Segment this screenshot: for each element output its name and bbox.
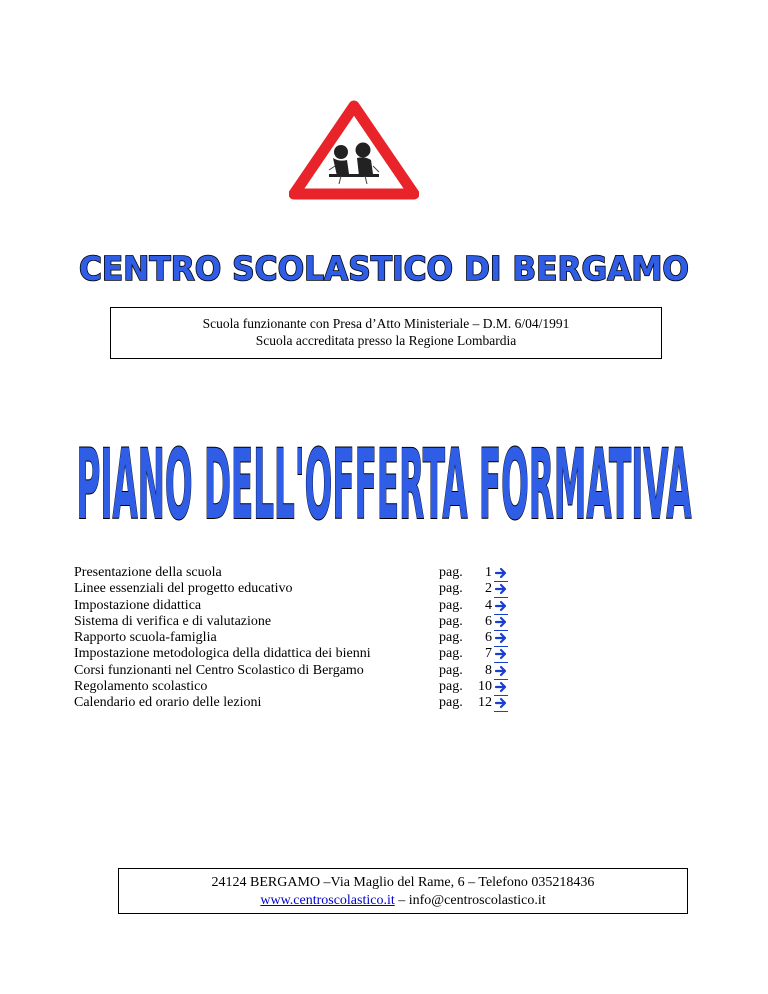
right-arrow-icon[interactable] xyxy=(494,696,508,712)
toc-pag-label: pag. xyxy=(439,565,463,580)
toc-page-number: 10 xyxy=(478,679,492,695)
toc-item-title: Regolamento scolastico xyxy=(74,679,208,695)
right-arrow-icon[interactable] xyxy=(494,647,508,663)
toc-pag-label: pag. xyxy=(439,646,463,662)
right-arrow-icon[interactable] xyxy=(494,631,508,647)
toc-page-number: 4 xyxy=(485,597,492,613)
toc-pag-label: pag. xyxy=(439,630,463,646)
school-logo-warning-sign xyxy=(289,100,419,200)
toc-item-title: Calendario ed orario delle lezioni xyxy=(74,695,262,711)
document-title xyxy=(0,420,768,530)
toc-row[interactable] xyxy=(74,581,544,597)
right-arrow-icon[interactable] xyxy=(494,582,508,598)
toc-pag-label: pag. xyxy=(439,679,463,695)
right-arrow-icon[interactable] xyxy=(494,664,508,680)
toc-pag-label: pag. xyxy=(439,695,463,711)
accreditation-line-2: Scuola accreditata presso la Regione Lombardia xyxy=(255,333,517,348)
toc-page-number: 6 xyxy=(485,613,492,629)
toc-page-number: 12 xyxy=(478,695,492,711)
toc-row[interactable] xyxy=(74,565,544,581)
right-arrow-icon[interactable] xyxy=(494,599,508,615)
email-text: info@centroscolastico.it xyxy=(408,893,546,908)
right-arrow-icon[interactable] xyxy=(494,680,508,696)
toc-item-title: Impostazione didattica xyxy=(74,597,202,613)
toc-pag-label: pag. xyxy=(439,613,463,629)
school-name-text: CENTRO SCOLASTICO DI BERGAMO xyxy=(79,249,689,288)
website-link[interactable]: www.centroscolastico.it xyxy=(260,893,395,908)
right-arrow-icon[interactable] xyxy=(494,615,508,631)
toc-pag-label: pag. xyxy=(439,662,463,678)
right-arrow-icon[interactable] xyxy=(494,566,508,582)
toc-row[interactable] xyxy=(74,630,544,646)
footer-contact-box xyxy=(118,868,688,914)
toc-item-title: Rapporto scuola-famiglia xyxy=(74,630,217,646)
toc-item-title: Sistema di verifica e di valutazione xyxy=(74,613,272,629)
school-name-title xyxy=(0,240,768,290)
footer-links-line xyxy=(119,892,687,910)
document-title-text: PIANO DELL'OFFERTA FORMATIVA xyxy=(76,429,692,530)
toc-item-title: Linee essenziali del progetto educativo xyxy=(74,581,293,597)
toc-page-number: 7 xyxy=(485,646,492,662)
footer-address: 24124 BERGAMO –Via Maglio del Rame, 6 – Telefono 035218436 xyxy=(211,875,595,890)
toc-row[interactable] xyxy=(74,663,544,679)
toc-row[interactable] xyxy=(74,598,544,614)
toc-pag-label: pag. xyxy=(439,581,463,597)
toc-row[interactable] xyxy=(74,695,544,711)
table-of-contents xyxy=(74,565,544,712)
toc-item-title: Impostazione metodologica della didattica dei bienni xyxy=(74,646,371,662)
toc-item-title: Corsi funzionanti nel Centro Scolastico di Bergamo xyxy=(74,662,364,678)
toc-row[interactable] xyxy=(74,614,544,630)
toc-item-title: Presentazione della scuola xyxy=(74,565,222,580)
accreditation-line-1: Scuola funzionante con Presa d’Atto Ministeriale – D.M. 6/04/1991 xyxy=(202,316,570,331)
accreditation-box xyxy=(110,307,662,359)
toc-page-number: 1 xyxy=(485,565,492,580)
toc-page-number: 6 xyxy=(485,630,492,646)
toc-row[interactable] xyxy=(74,679,544,695)
footer-separator: – xyxy=(394,893,409,908)
toc-page-number: 8 xyxy=(485,662,492,678)
toc-pag-label: pag. xyxy=(439,597,463,613)
toc-page-number: 2 xyxy=(485,581,492,597)
toc-row[interactable] xyxy=(74,646,544,662)
